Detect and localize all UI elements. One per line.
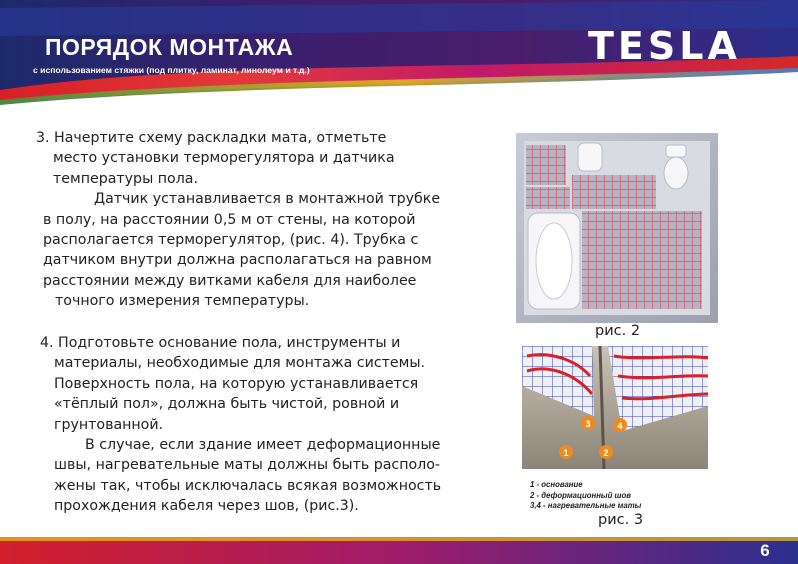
step-3-line: датчиком внутри должна располагаться на равном (43, 252, 432, 269)
heating-mat-middle (572, 175, 656, 209)
step-4-line: материалы, необходимые для монтажа системы. (54, 355, 426, 372)
heating-mat-right (582, 211, 702, 309)
step-3-line: Датчик устанавливается в монтажной трубке (94, 191, 441, 208)
step-3-line: расстоянии между витками кабеля для наиболее (43, 272, 417, 289)
toilet-tank (666, 145, 686, 157)
marker-1-label: 1 (563, 448, 569, 458)
figure-3-caption: рис. 3 (598, 512, 644, 528)
step-4-line: 4. Подготовьте основание пола, инструменты и (40, 335, 401, 351)
step-3-line: располагается терморегулятор, (рис. 4). Трубка с (43, 232, 419, 249)
marker-2-label: 2 (603, 448, 609, 458)
page-subtitle: с использованием стяжки (под плитку, ламинат, линолеум и т.д.) (33, 65, 310, 75)
marker-4-label: 4 (617, 421, 623, 431)
bathtub-basin (536, 223, 572, 299)
heating-mat-top (526, 145, 566, 185)
step-3-line: место установки терморегулятора и датчика (53, 150, 395, 167)
heating-mat-left (526, 187, 570, 209)
step-3-text (36, 128, 440, 312)
step-4-line: «тёплый пол», должна быть чистой, ровной и (54, 396, 400, 413)
step-4-line: грунтованной. (54, 416, 164, 433)
sink (578, 143, 602, 171)
step-4-line: жены так, чтобы исключалась всякая возможность (54, 477, 442, 494)
step-4-text (40, 333, 441, 517)
figure-2-caption: рис. 2 (595, 323, 641, 339)
step-4-line: прохождения кабеля через шов, (рис.3). (54, 498, 359, 515)
floor-plan-figure (516, 133, 718, 323)
step-4-line: Поверхность пола, на которую устанавливается (54, 375, 419, 392)
toilet (664, 157, 688, 189)
page-number: 6 (760, 541, 770, 560)
footer-banner (0, 537, 798, 564)
legend-item: 1 - основание (530, 480, 583, 489)
legend-item: 2 - деформационный шов (530, 490, 631, 500)
step-4-line: швы, нагревательные маты должны быть располо- (54, 457, 441, 474)
brand-logo: TESLA (588, 24, 741, 68)
step-3-line: в полу, на расстоянии 0,5 м от стены, на которой (43, 211, 416, 228)
step-3-line: 3. Начертите схему раскладки мата, отметьте (36, 130, 387, 146)
step-3-line: температуры пола. (53, 170, 199, 187)
marker-3-label: 3 (585, 419, 591, 429)
floor-section-figure (522, 346, 708, 469)
page-title: ПОРЯДОК МОНТАЖА (45, 34, 294, 60)
figure-3-legend (530, 480, 641, 512)
legend-item: 3,4 - нагревательные маты (530, 501, 642, 510)
step-4-line: В случае, если здание имеет деформационные (85, 437, 441, 454)
step-3-line: точного измерения температуры. (55, 293, 310, 310)
